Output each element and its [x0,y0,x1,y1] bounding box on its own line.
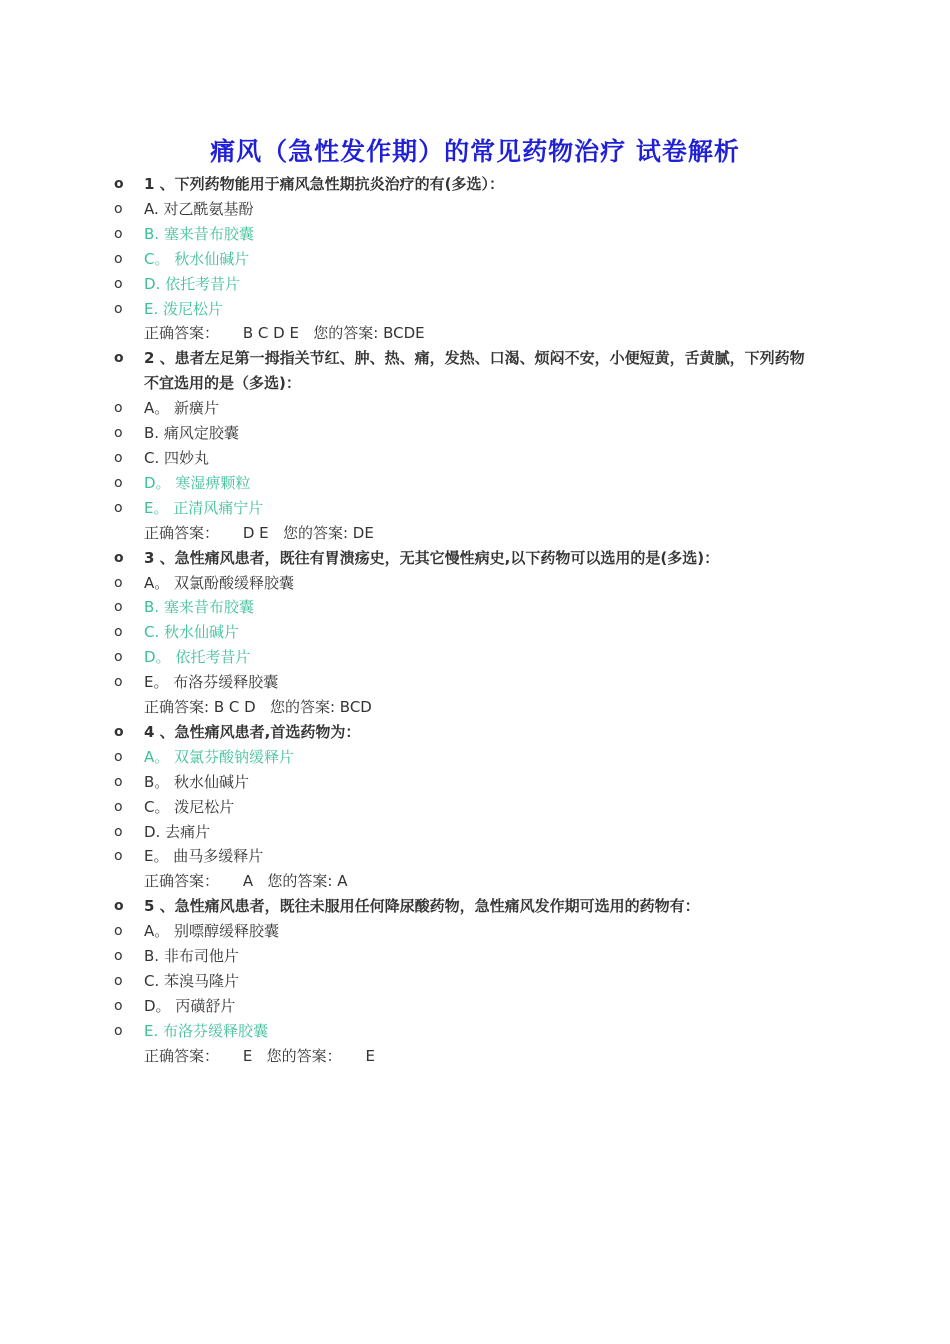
bullet-marker: o [114,1022,123,1039]
answer-text: 正确答案: B C D 您的答案: BCD [144,698,372,717]
option-text: C. 苯溴马隆片 [144,972,240,990]
question-3 [114,546,814,571]
bullet-marker: o [114,176,124,192]
bullet-marker: o [114,624,123,641]
bullet-marker: o [114,948,123,965]
option-text: D。 寒湿痹颗粒 [144,473,251,492]
bullet-marker: o [114,449,123,466]
option-2-e [114,496,814,521]
option-5-a [114,919,814,944]
bullet-marker: o [114,425,123,442]
option-text: C. 秋水仙碱片 [144,623,240,642]
answer-text: 正确答案： A 您的答案: A [144,872,348,891]
bullet-marker: o [114,674,123,691]
option-5-d [114,994,814,1019]
bullet-marker: o [114,723,124,740]
option-text: B. 非布司他片 [144,947,239,966]
answer-line-4 [114,869,814,894]
bullet-marker: o [114,973,123,989]
bullet-marker: o [114,549,124,566]
bullet-marker: o [114,823,123,840]
option-text: B. 塞来昔布胶囊 [144,224,254,243]
option-text: D. 依托考昔片 [144,274,241,293]
option-5-c [114,969,814,994]
option-text: E. 泼尼松片 [144,299,224,318]
answer-text: 正确答案： B C D E 您的答案: BCDE [144,324,425,343]
question-2 [114,346,814,396]
option-text: E。 布洛芬缓释胶囊 [144,673,279,692]
bullet-marker: o [114,798,123,815]
question-list [114,172,814,1069]
option-text: C。 秋水仙碱片 [144,249,250,268]
bullet-marker: o [114,997,123,1014]
question-5 [114,894,814,919]
option-text: A。 双氯芬酸钠缓释片 [144,747,295,766]
bullet-marker: o [114,200,123,217]
bullet-marker: o [114,898,124,915]
bullet-marker: o [114,300,123,317]
option-2-c [114,446,814,471]
bullet-marker: o [114,599,123,616]
option-4-e [114,844,814,869]
option-text: C。 泼尼松片 [144,797,235,816]
answer-line-5 [114,1044,814,1069]
answer-line-2 [114,521,814,546]
option-5-b [114,944,814,969]
option-1-a [114,197,814,222]
question-4 [114,720,814,745]
question-text: 3 、急性痛风患者，既往有胃溃疡史，无其它慢性病史,以下药物可以选用的是(多选)： [144,548,720,567]
bullet-marker: o [114,350,124,367]
option-1-b [114,222,814,247]
option-text: B. 塞来昔布胶囊 [144,598,254,617]
answer-text: 正确答案： D E 您的答案: DE [144,523,374,542]
option-3-e [114,670,814,695]
option-text: D。 丙磺舒片 [144,996,236,1015]
option-4-b [114,770,814,795]
option-text: E。 正清风痛宁片 [144,498,264,517]
bullet-marker: o [114,923,123,940]
option-2-d [114,471,814,496]
bullet-marker: o [114,250,123,267]
question-text: 1 、下列药物能用于痛风急性期抗炎治疗的有(多选）： [144,175,505,193]
option-text: B。 秋水仙碱片 [144,772,250,791]
bullet-marker: o [114,225,123,242]
bullet-marker: o [114,499,123,516]
option-1-e [114,297,814,322]
question-text: 4 、急性痛风患者,首选药物为： [144,722,361,741]
option-text: D. 去痛片 [144,822,211,841]
page-title: 痛风（急性发作期）的常见药物治疗 试卷解析 [210,137,740,166]
question-text: 2 、患者左足第一拇指关节红、肿、热、痛，发热、口渴、烦闷不安，小便短黄，舌黄腻，下列药物不宜选用的是（多选)： [144,349,805,393]
bullet-marker: o [114,474,123,491]
option-1-c [114,247,814,272]
option-4-a [114,745,814,770]
option-text: D。 依托考昔片 [144,648,251,667]
bullet-marker: o [114,848,123,865]
bullet-marker: o [114,400,123,417]
option-3-c [114,620,814,645]
option-text: A。 别嘌醇缓释胶囊 [144,922,280,941]
answer-line-3 [114,695,814,720]
option-1-d [114,272,814,297]
option-text: A。 新癀片 [144,399,220,418]
option-text: E. 布洛芬缓释胶囊 [144,1021,269,1040]
option-text: C. 四妙丸 [144,448,210,467]
option-3-b [114,595,814,620]
answer-line-1 [114,321,814,346]
option-text: A。 双氯酚酸缓释胶囊 [144,573,295,592]
option-4-d [114,820,814,845]
option-text: B. 痛风定胶囊 [144,424,239,443]
option-5-e [114,1019,814,1044]
option-text: E。 曲马多缓释片 [144,847,264,866]
bullet-marker: o [114,649,123,666]
option-text: A. 对乙酰氨基酚 [144,199,254,218]
question-1 [114,172,814,197]
option-3-d [114,645,814,670]
bullet-marker: o [114,275,123,292]
question-text: 5 、急性痛风患者，既往未服用任何降尿酸药物，急性痛风发作期可选用的药物有： [144,897,700,916]
bullet-marker: o [114,574,123,591]
option-2-a [114,396,814,421]
bullet-marker: o [114,748,123,765]
option-3-a [114,571,814,596]
answer-text: 正确答案： E 您的答案： E [144,1046,375,1065]
option-4-c [114,795,814,820]
bullet-marker: o [114,773,123,790]
option-2-b [114,421,814,446]
